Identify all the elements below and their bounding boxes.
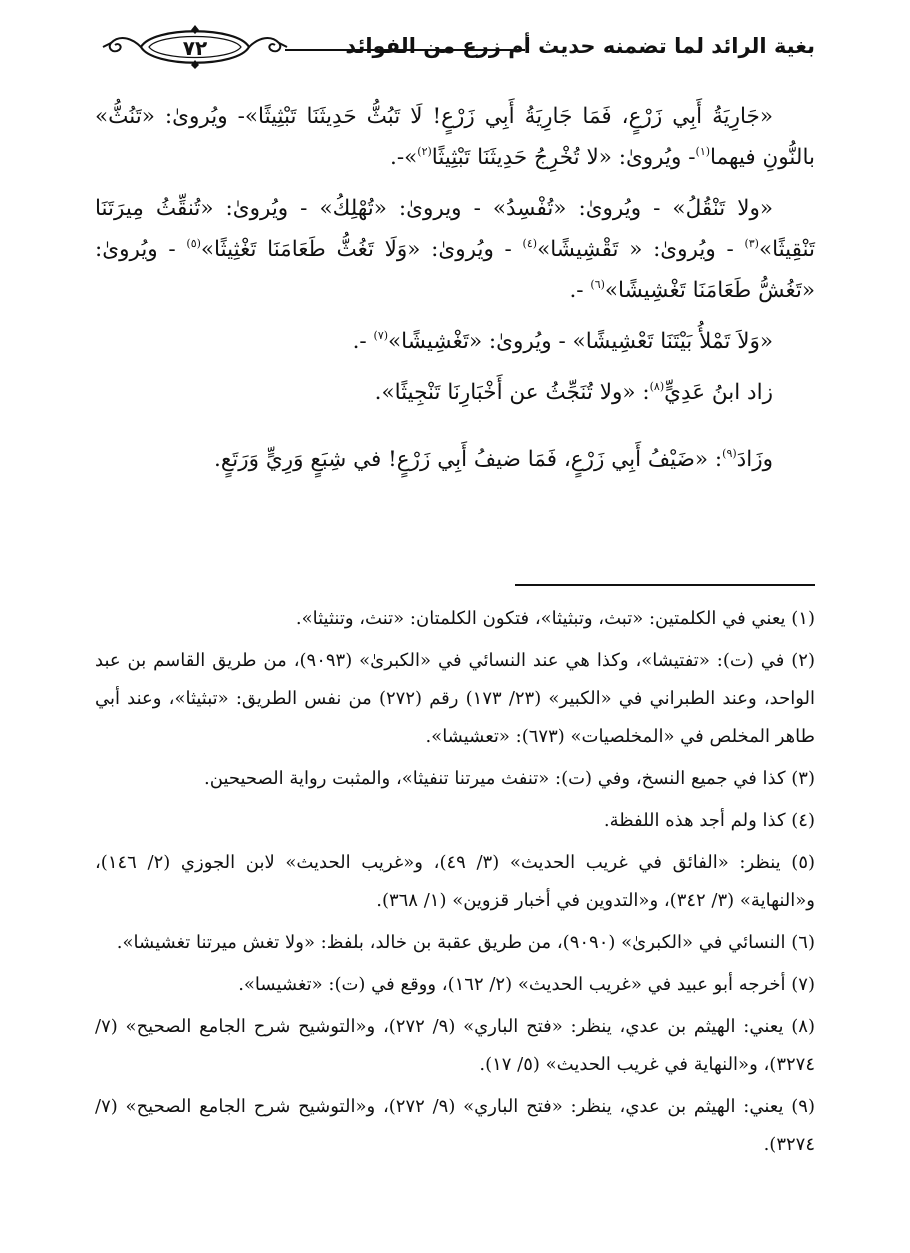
- text-run: «جَارِيَةُ أَبِي زَرْعٍ، فَمَا جَارِيَةُ أَبِي زَرْعٍ! لَا تَبُثُّ حَدِيثَنَا تَبْثِيثًا»- ويُروىٰ: «تَنُثُّ» بالنُّونِ فيهما: [95, 104, 815, 170]
- footnote-ref-7[interactable]: (٧): [373, 329, 389, 342]
- text-run: «ولا تَنْقُلُ» - ويُروىٰ: «تُفْسِدُ» - ويروىٰ: «تُهْلِكُ» - ويُروىٰ: «تُنقِّثُ مِيرَتَنَا تَنْقِيثًا»: [95, 196, 815, 262]
- footnote-ref-6[interactable]: (٦): [590, 278, 605, 291]
- page-number-ornament: [95, 22, 295, 72]
- paragraph-2: [95, 188, 815, 311]
- text-run: - ويُروىٰ: «لا تُخْرِجُ حَدِيثَنَا تَبْثِيثًا: [431, 145, 696, 170]
- footnote: (٨) يعني: الهيثم بن عدي، ينظر: «فتح الباري» (٩/ ٢٧٢)، و«التوشيح شرح الجامع الصحيح» (٧/ ٣٢٧٤)، و«النهاية في غريب الحديث» (٥/ ١٧).: [95, 1016, 815, 1075]
- paragraph-1: [95, 96, 815, 178]
- page-number: ٧٢: [182, 36, 208, 60]
- paragraph-4: [95, 372, 815, 413]
- text-run: : «ولا تُنَجِّثُ عن أَخْبَارِنَا تَنْجِيثًا».: [374, 380, 650, 405]
- footnote-ref-3[interactable]: (٣): [744, 237, 759, 250]
- text-run: -.: [569, 278, 591, 303]
- running-header: [95, 22, 815, 72]
- footnote-ref-2[interactable]: (٢): [417, 145, 432, 158]
- text-run: -.: [352, 329, 374, 354]
- header-rule: [285, 49, 525, 51]
- text-run: »-.: [390, 145, 418, 170]
- paragraph-5: [95, 439, 815, 480]
- footnote: (٢) في (ت): «تفتيشا»، وكذا هي عند النسائي في «الكبرىٰ» (٩٠٩٣)، من طريق القاسم بن عبد الواحد، وعند الطبراني في «الكبير» (٢٣/ ١٧٣) رقم (٢٧٢) من نفس الطريق: «تبثيثا»، وعند أبي طاهر المخلص في «المخلصيات» (٦٧٣): «تعشيشا».: [95, 650, 815, 747]
- text-run: - ويُروىٰ: «وَلَا تَغُثُّ طَعَامَنَا تَغْثِيثًا»: [200, 237, 523, 262]
- paragraph-3: [95, 321, 815, 362]
- text-run: زاد ابنُ عَدِيٍّ: [664, 380, 773, 405]
- footnote: (٦) النسائي في «الكبرىٰ» (٩٠٩٠)، من طريق عقبة بن خالد، بلفظ: «ولا تغش ميرتنا تغشيشا».: [116, 932, 815, 953]
- footnote: (٥) ينظر: «الفائق في غريب الحديث» (٣/ ٤٩)، و«غريب الحديث» لابن الجوزي (٢/ ١٤٦)، و«النهاية» (٣/ ٣٤٢)، و«التدوين في أخبار قزوين» (١/ ٣٦٨).: [95, 852, 816, 911]
- running-title: بغية الرائد لما تضمنه حديث أم زرع من الفوائد: [345, 34, 815, 58]
- footnote: (٧) أخرجه أبو عبيد في «غريب الحديث» (٢/ ١٦٢)، ووقع في (ت): «تغشيسا».: [238, 974, 815, 995]
- footnote: (١) يعني في الكلمتين: «تبث، وتبثيثا»، فتكون الكلمتان: «تنث، وتنثيثا».: [295, 608, 815, 629]
- footnotes: [95, 600, 815, 1168]
- footnote: (٩) يعني: الهيثم بن عدي، ينظر: «فتح الباري» (٩/ ٢٧٢)، و«التوشيح شرح الجامع الصحيح» (٧/ ٣٢٧٤).: [95, 1096, 815, 1155]
- footnote-ref-5[interactable]: (٥): [186, 237, 201, 250]
- main-text: [95, 96, 815, 480]
- footnote-ref-4[interactable]: (٤): [522, 237, 538, 250]
- footnote-ref-1[interactable]: (١): [695, 145, 711, 158]
- text-run: - ويُروىٰ: « تَقْشِيشًا»: [537, 237, 745, 262]
- footnote-ref-9[interactable]: (٩): [722, 447, 737, 460]
- footnote-ref-8[interactable]: (٨): [649, 380, 665, 393]
- text-run: وزَادَ: [736, 447, 773, 472]
- footnote: (٤) كذا ولم أجد هذه اللفظة.: [603, 810, 815, 831]
- footnote: (٣) كذا في جميع النسخ، وفي (ت): «تنفث ميرتنا تنفيثا»، والمثبت رواية الصحيحين.: [204, 768, 815, 789]
- text-run: «وَلاَ تَمْلأُ بَيْتَنَا تَعْشِيشًا» - ويُروىٰ: «تَغْشِيشًا»: [388, 329, 773, 354]
- text-run: : «ضَيْفُ أَبِي زَرْعٍ، فَمَا ضيفُ أَبِي زَرْعٍ! في شِبَعٍ وَرِيٍّ وَرَتَعٍ.: [214, 447, 723, 472]
- text-run: - ويُروىٰ: «تَغُشُّ طَعَامَنَا تَغْشِيشًا»: [95, 237, 815, 303]
- footnote-separator: [515, 584, 815, 586]
